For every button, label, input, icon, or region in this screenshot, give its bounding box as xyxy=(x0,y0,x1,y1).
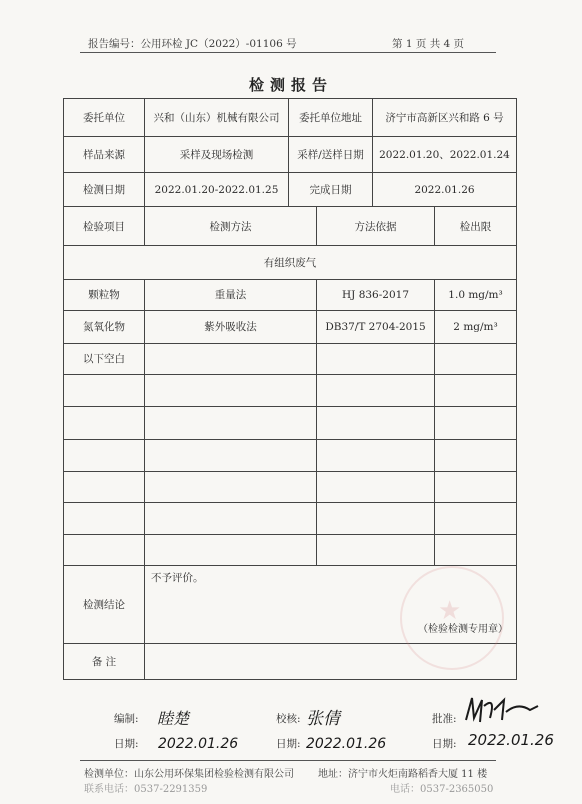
source-value: 采样及现场检测 xyxy=(145,136,289,172)
address-label: 委托单位地址 xyxy=(289,99,373,137)
report-number: 报告编号：公用环检 JC（2022）-01106 号 xyxy=(88,38,297,50)
row-item: 氮氧化物 xyxy=(64,310,145,344)
client-label: 委托单位 xyxy=(64,99,145,137)
footer-org: 检测单位：山东公用环保集团检验检测有限公司 xyxy=(84,769,294,780)
reviewer-date-label: 日期: xyxy=(276,738,301,750)
row-method: 紫外吸收法 xyxy=(145,310,317,344)
row-basis: HJ 836-2017 xyxy=(317,280,435,311)
compiler-date: 2022.01.26 xyxy=(158,736,239,752)
row-method: 重量法 xyxy=(145,280,317,311)
compiler-signature: 睦楚 xyxy=(157,709,190,728)
remarks-label: 备 注 xyxy=(64,644,145,680)
category-row xyxy=(64,246,517,280)
col-method-header: 检测方法 xyxy=(145,207,317,246)
reviewer-date: 2022.01.26 xyxy=(306,736,387,752)
col-limit-header: 检出限 xyxy=(435,207,517,246)
footer-address: 地址：济宁市火炬南路稻香大厦 11 楼 xyxy=(318,769,488,780)
row-basis xyxy=(317,344,435,375)
header-rule xyxy=(80,52,496,53)
reviewer-label: 校核: xyxy=(276,713,301,725)
footer-phone-1: 联系电话：0537-2291359 xyxy=(84,784,208,795)
approver-label: 批准: xyxy=(432,713,457,725)
test-date-label: 检测日期 xyxy=(64,172,145,207)
table-row xyxy=(64,344,517,375)
col-item-header: 检验项目 xyxy=(64,207,145,246)
approver-date: 2022.01.26 xyxy=(468,731,554,749)
col-basis-header: 方法依据 xyxy=(317,207,435,246)
empty-row xyxy=(64,374,517,407)
category-label: 有组织废气 xyxy=(64,246,517,280)
compiler-date-label: 日期: xyxy=(114,738,139,750)
complete-label: 完成日期 xyxy=(289,172,373,207)
table-row xyxy=(64,310,517,344)
test-date-value: 2022.01.20-2022.01.25 xyxy=(145,172,289,207)
table-header-row xyxy=(64,207,517,246)
row-item: 颗粒物 xyxy=(64,280,145,311)
row-item: 以下空白 xyxy=(64,344,145,375)
source-label: 样品来源 xyxy=(64,136,145,172)
table-row xyxy=(64,172,517,207)
row-limit: 1.0 mg/m³ xyxy=(435,280,517,311)
page-info: 第 1 页 共 4 页 xyxy=(392,38,465,50)
address-value: 济宁市高新区兴和路 6 号 xyxy=(373,99,517,137)
client-value: 兴和（山东）机械有限公司 xyxy=(145,99,289,137)
conclusion-text: 不予评价。 xyxy=(151,572,204,585)
row-method xyxy=(145,344,317,375)
footer-rule xyxy=(80,760,496,761)
approver-signature xyxy=(460,692,542,726)
table-row xyxy=(64,99,517,137)
empty-row xyxy=(64,471,517,503)
row-basis: DB37/T 2704-2015 xyxy=(317,310,435,344)
empty-row xyxy=(64,439,517,471)
reviewer-signature: 张倩 xyxy=(306,709,340,729)
compiler-label: 编制: xyxy=(114,713,139,725)
sample-date-label: 采样/送样日期 xyxy=(289,136,373,172)
approver-date-label: 日期: xyxy=(432,738,457,750)
stamp-note: （检验检测专用章） xyxy=(418,624,509,636)
footer-phone-2: 电话：0537-2365050 xyxy=(390,784,494,795)
empty-row xyxy=(64,534,517,566)
seal-star-icon: ★ xyxy=(438,596,462,626)
sample-date-value: 2022.01.20、2022.01.24 xyxy=(373,136,517,172)
conclusion-label: 检测结论 xyxy=(64,566,145,644)
table-row xyxy=(64,280,517,311)
complete-value: 2022.01.26 xyxy=(373,172,517,207)
row-limit xyxy=(435,344,517,375)
page-title: 检测报告 xyxy=(248,76,333,94)
empty-row xyxy=(64,503,517,535)
table-row xyxy=(64,136,517,172)
row-limit: 2 mg/m³ xyxy=(435,310,517,344)
empty-row xyxy=(64,407,517,440)
